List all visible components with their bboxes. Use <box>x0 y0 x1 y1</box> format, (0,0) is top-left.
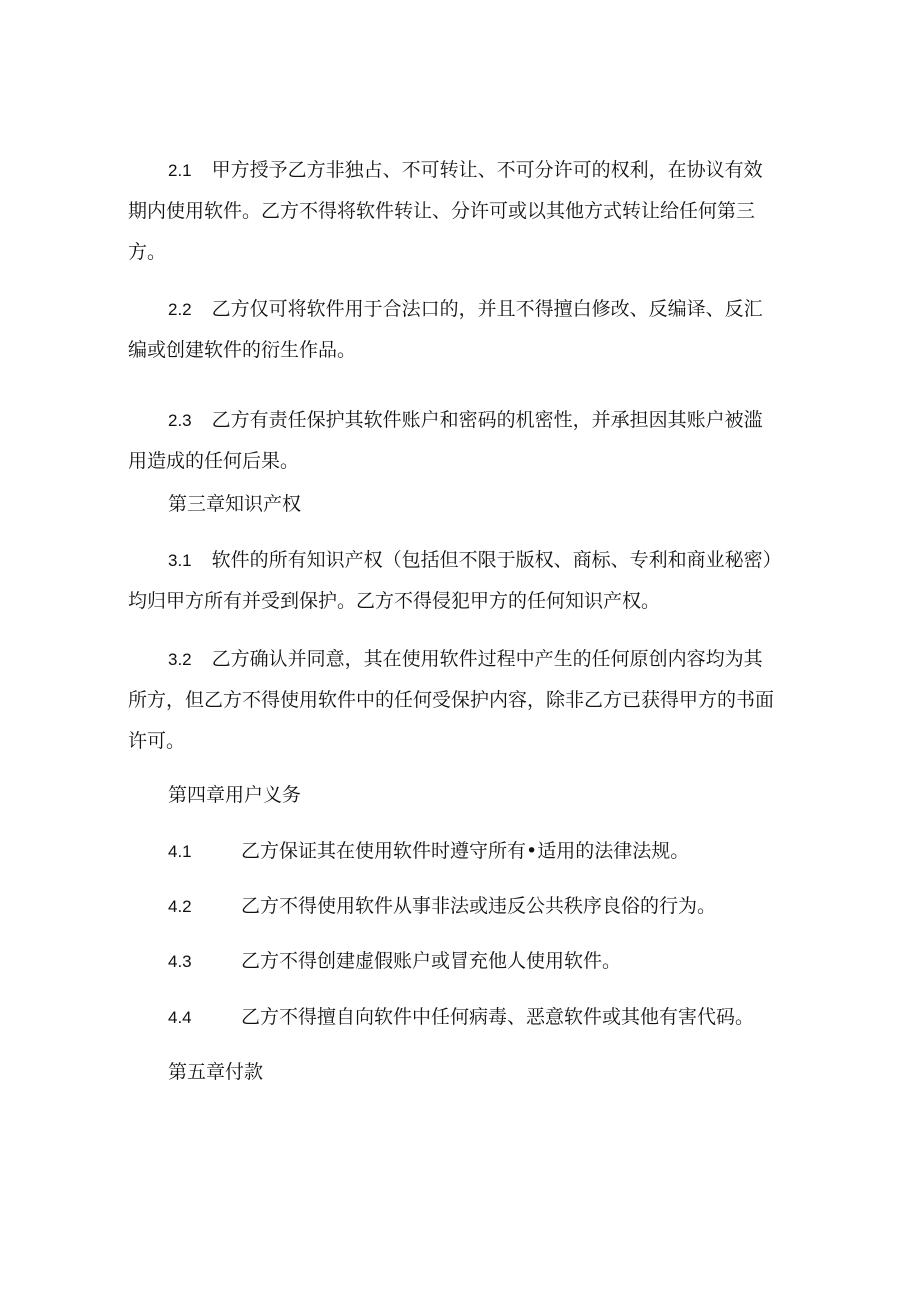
clause-text: 乙方不得擅自向软件中任何病毒、恶意软件或其他有害代码。 <box>241 1006 755 1028</box>
clause-text: 乙方仅可将软件用于合法口的，并且不得擅白修改、反编译、反汇编或创建软件的衍生作品。 <box>128 298 763 361</box>
chapter-4-heading <box>128 775 778 816</box>
chapter-heading: 第三章知识产权 <box>168 493 302 515</box>
clause-4-3 <box>168 941 621 982</box>
clause-number: 3.2 <box>168 650 192 669</box>
chapter-3-heading <box>128 484 778 525</box>
clause-4-1 <box>168 831 689 872</box>
clause-text: 乙方不得使用软件从事非法或违反公共秩序良俗的行为。 <box>241 895 717 917</box>
clause-number: 4.3 <box>168 952 192 971</box>
clause-4-4 <box>168 997 754 1038</box>
clause-number: 2.2 <box>168 300 192 319</box>
clause-3-1 <box>128 540 778 622</box>
clause-number: 3.1 <box>168 551 192 570</box>
clause-2-1 <box>128 150 778 273</box>
clause-number: 4.1 <box>168 842 192 861</box>
clause-number: 2.1 <box>168 161 192 180</box>
clause-number: 2.3 <box>168 411 192 430</box>
clause-number: 4.4 <box>168 1008 192 1027</box>
clause-2-3 <box>128 400 778 482</box>
clause-text: 软件的所有知识产权（包括但不限于版权、商标、专利和商业秘密）均归甲方所有并受到保护。乙方不得侵犯甲方的任何知识产权。 <box>128 549 773 612</box>
clause-4-2 <box>168 886 716 927</box>
chapter-heading: 第四章用户义务 <box>168 784 302 806</box>
clause-text: 乙方保证其在使用软件时遵守所有•适用的法律法规。 <box>241 840 690 862</box>
clause-3-2 <box>128 639 778 762</box>
clause-text: 乙方确认并同意，其在使用软件过程中产生的任何原创内容均为其所方，但乙方不得使用软件中的任何受保护内容，除非乙方已获得甲方的书面许可。 <box>128 648 775 752</box>
chapter-5-heading <box>128 1052 778 1093</box>
clause-text: 甲方授予乙方非独占、不可转让、不可分许可的权利，在协议有效期内使用软件。乙方不得将软件转让、分许可或以其他方式转让给任何第三方。 <box>128 159 763 263</box>
clause-2-2 <box>128 289 778 371</box>
clause-text: 乙方有责任保护其软件账户和密码的机密性，并承担因其账户被滥用造成的任何后果。 <box>128 409 763 472</box>
clause-text: 乙方不得创建虚假账户或冒充他人使用软件。 <box>241 950 622 972</box>
clause-number: 4.2 <box>168 897 192 916</box>
chapter-heading: 第五章付款 <box>168 1061 264 1083</box>
